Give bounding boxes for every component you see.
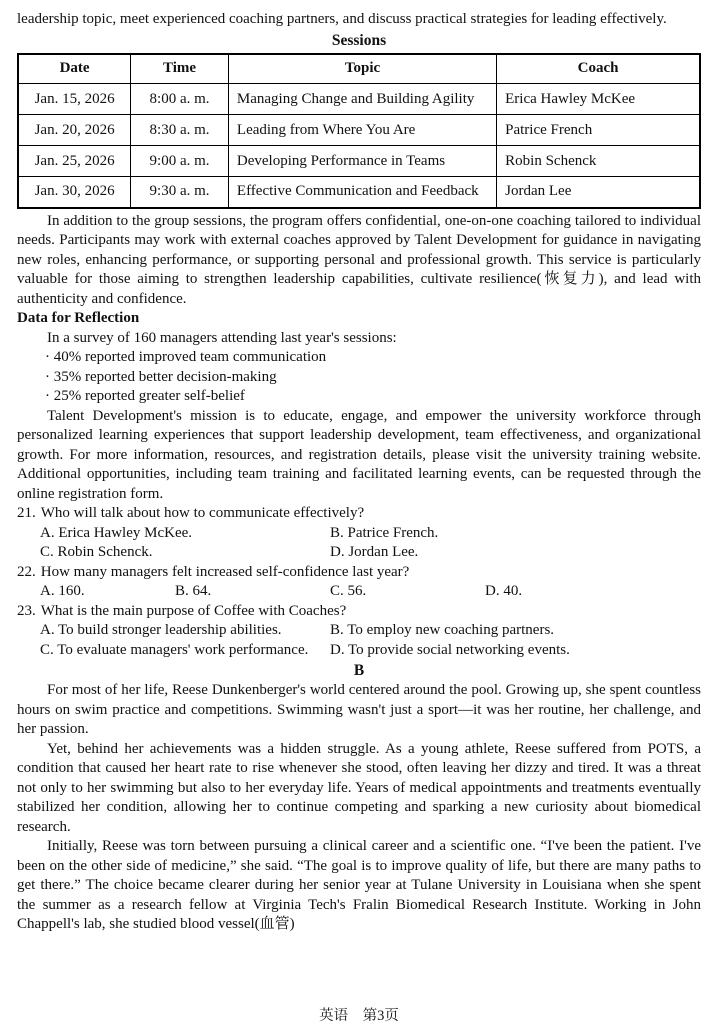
question-number: 21.	[17, 505, 36, 521]
table-header-row	[18, 54, 700, 84]
option-d: D. Jordan Lee.	[330, 544, 419, 560]
page-footer: 英语 第3页	[319, 1008, 399, 1024]
mission-paragraph: Talent Development's mission is to educate, engage, and empower the university workforce through personalized learning experiences that support leadership development, team effectiveness, and organizational growth. For more information, resources, and registration details, please visit the university training website. Additional opportunities, including team training and facilitated learning events, can be requested through the online registration form.	[17, 407, 701, 502]
table-header-topic: Topic	[228, 54, 496, 84]
table-cell: Jan. 20, 2026	[18, 115, 131, 146]
question-23	[17, 602, 701, 622]
option-c: C. 56.	[330, 583, 367, 599]
table-row	[18, 177, 700, 208]
table-cell: 8:00 a. m.	[131, 84, 229, 115]
passage-b-paragraph: Yet, behind her achievements was a hidden struggle. As a young athlete, Reese suffered from POTS, a condition that caused her heart rate to rise whenever she stood, often leaving her dizzy and tired. It was a threat not only to her swimming but also to her everyday life. Years of medical appointments and treatments eventually stabilized her condition, allowing her to continue competing and sparking a new curiosity about biomedical research.	[17, 740, 701, 835]
question-number: 23.	[17, 602, 36, 619]
table-cell: Managing Change and Building Agility	[228, 84, 496, 115]
table-cell: 8:30 a. m.	[131, 115, 229, 146]
question-22	[17, 563, 701, 583]
table-cell: Developing Performance in Teams	[228, 146, 496, 177]
table-cell: Jordan Lee	[497, 177, 700, 208]
survey-intro: In a survey of 160 managers attending last year's sessions:	[47, 329, 397, 346]
table-header-time: Time	[131, 54, 229, 84]
question-23-options	[40, 621, 701, 660]
passage-b-paragraph: For most of her life, Reese Dunkenberger's world centered around the pool. Growing up, she spent countless hours on swim practice and competitions. Swimming wasn't just a sport—it was her routine, her challenge, and her passion.	[17, 682, 701, 737]
question-number: 22.	[17, 563, 36, 580]
question-21-options	[40, 524, 701, 563]
table-header-coach: Coach	[497, 54, 700, 84]
table-row	[18, 84, 700, 115]
table-cell: Jan. 25, 2026	[18, 146, 131, 177]
passage-b-paragraph: Initially, Reese was torn between pursuing a clinical career and a scientific one. “I've been the patient. I've been on the other side of medicine,” she said. “The goal is to improve quality of life, but there are many paths to get there.” The choice became clearer during her senior year at Tulane University in Louisiana when she spent the summer as a research fellow at Virginia Tech's Fralin Biomedical Research Institute. Working in John Chappell's lab, she studied blood vessel(血管)	[17, 838, 701, 932]
table-cell: Leading from Where You Are	[228, 115, 496, 146]
sessions-table	[17, 53, 701, 209]
table-cell: 9:30 a. m.	[131, 177, 229, 208]
option-d: D. To provide social networking events.	[330, 641, 570, 658]
section-b-heading: B	[353, 662, 365, 679]
question-21	[17, 504, 701, 524]
option-d: D. 40.	[485, 583, 523, 599]
option-a: A. 160.	[40, 583, 85, 599]
option-c: C. Robin Schenck.	[40, 544, 153, 560]
table-cell: Robin Schenck	[497, 146, 700, 177]
table-row	[18, 146, 700, 177]
bullet-item: · 40% reported improved team communication	[45, 349, 327, 365]
table-cell: 9:00 a. m.	[131, 146, 229, 177]
table-cell: Erica Hawley McKee	[497, 84, 700, 115]
option-b: B. 64.	[175, 583, 212, 599]
bullet-item: · 35% reported better decision-making	[45, 368, 277, 385]
question-text: How many managers felt increased self-confidence last year?	[40, 563, 410, 580]
table-cell: Jan. 30, 2026	[18, 177, 131, 208]
option-a: A. Erica Hawley McKee.	[40, 524, 193, 541]
table-cell: Jan. 15, 2026	[18, 84, 131, 115]
question-22-options	[40, 582, 701, 602]
option-c: C. To evaluate managers' work performance.	[40, 641, 309, 658]
data-for-reflection-heading: Data for Reflection	[17, 310, 140, 326]
sessions-title: Sessions	[331, 31, 387, 49]
intro-paragraph: leadership topic, meet experienced coaching partners, and discuss practical strategies for leading effectively.	[17, 11, 667, 27]
table-cell: Patrice French	[497, 115, 700, 146]
option-b: B. To employ new coaching partners.	[330, 622, 555, 638]
option-a: A. To build stronger leadership abilities.	[40, 622, 282, 638]
table-header-date: Date	[18, 54, 131, 84]
question-text: Who will talk about how to communicate effectively?	[40, 505, 365, 521]
table-row	[18, 115, 700, 146]
coaching-paragraph: In addition to the group sessions, the program offers confidential, one-on-one coaching tailored to individual needs. Participants may work with external coaches approved by Talent Development for guidance in navigating new roles, enhancing performance, or supporting personal and professional growth. This service is particularly valuable for those aiming to strengthen leadership capabilities, cultivate resilience(恢复力), and lead with authenticity and confidence.	[17, 212, 701, 307]
option-b: B. Patrice French.	[330, 524, 439, 541]
table-cell: Effective Communication and Feedback	[228, 177, 496, 208]
question-text: What is the main purpose of Coffee with Coaches?	[40, 602, 347, 619]
bullet-item: · 25% reported greater self-belief	[45, 388, 245, 404]
